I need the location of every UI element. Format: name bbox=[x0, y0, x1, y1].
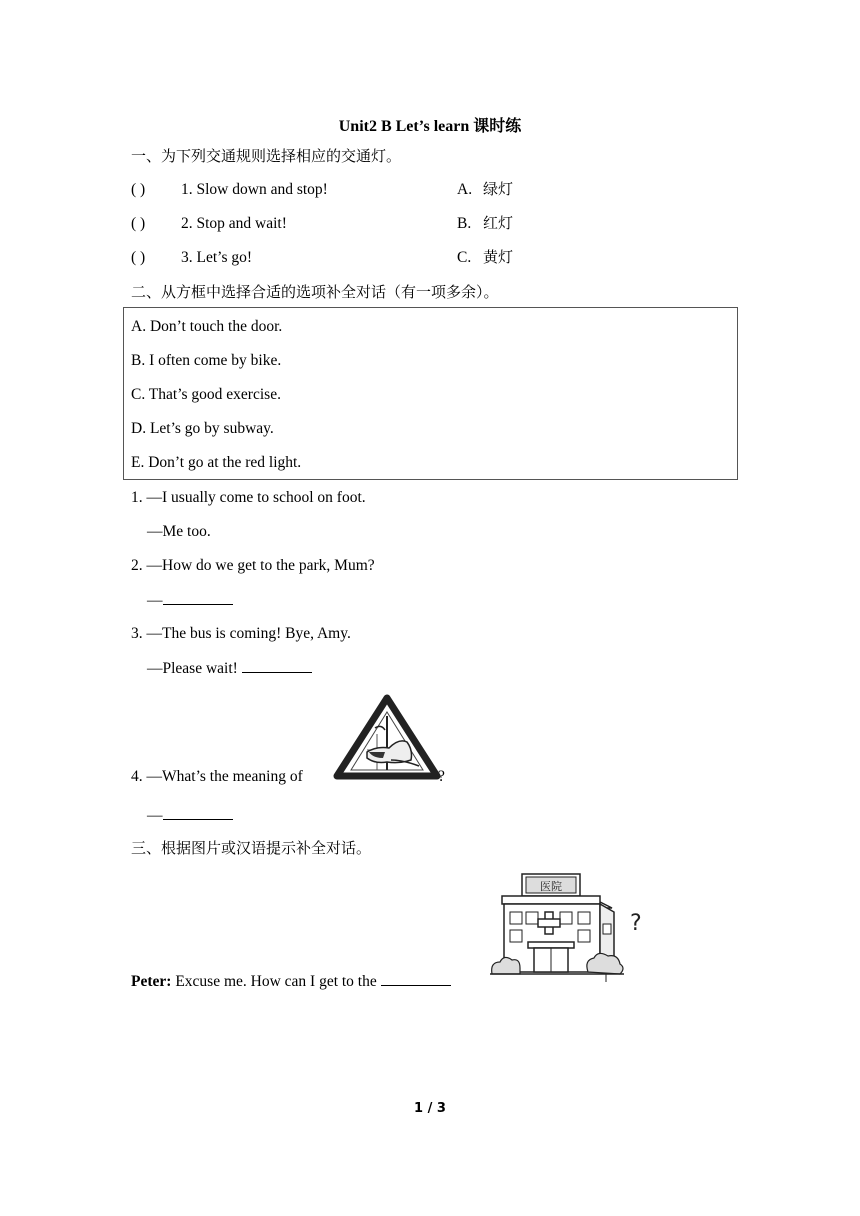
dialogue-3-answer-text: —Please wait! bbox=[147, 660, 242, 677]
section1-heading: 一、为下列交通规则选择相应的交通灯。 bbox=[131, 147, 402, 165]
dialogue-4-question-mark: ? bbox=[438, 768, 445, 785]
option-text: 红灯 bbox=[483, 214, 514, 232]
box-option-b: B. I often come by bike. bbox=[131, 352, 282, 369]
dialogue-4-answer bbox=[147, 805, 233, 826]
option-letter: C. bbox=[457, 249, 472, 266]
option-letter: A. bbox=[457, 181, 473, 198]
answer-blank[interactable] bbox=[242, 658, 312, 673]
box-option-a: A. Don’t touch the door. bbox=[131, 318, 283, 335]
box-option-c: C. That’s good exercise. bbox=[131, 386, 281, 403]
section3-heading: 三、根据图片或汉语提示补全对话。 bbox=[131, 839, 372, 857]
page-number: 1 / 3 bbox=[414, 1101, 446, 1116]
dialogue-4-question: 4. —What’s the meaning of bbox=[131, 768, 303, 785]
no-touch-door-sign-icon bbox=[333, 694, 441, 780]
hospital-sign-text: 医院 bbox=[540, 880, 562, 893]
dialogue-3-answer bbox=[147, 658, 312, 679]
option-text: 黄灯 bbox=[483, 248, 514, 266]
answer-blank[interactable] bbox=[163, 805, 233, 820]
peter-line-text: Excuse me. How can I get to the bbox=[171, 973, 381, 990]
option-letter: B. bbox=[457, 215, 472, 232]
dialogue-3-question: 3. —The bus is coming! Bye, Amy. bbox=[131, 625, 351, 642]
answer-bracket: ( ) bbox=[131, 249, 146, 266]
peter-dialogue-line bbox=[131, 971, 451, 992]
svg-text:?: ? bbox=[630, 911, 642, 936]
dialogue-2-answer bbox=[147, 590, 233, 611]
options-box bbox=[123, 307, 738, 480]
dialogue-1-answer: —Me too. bbox=[147, 523, 211, 540]
rule-text: 2. Stop and wait! bbox=[181, 215, 287, 232]
box-option-d: D. Let’s go by subway. bbox=[131, 420, 274, 437]
rule-text: 3. Let’s go! bbox=[181, 249, 253, 266]
rule-text: 1. Slow down and stop! bbox=[181, 181, 328, 198]
dialogue-1-question: 1. —I usually come to school on foot. bbox=[131, 489, 366, 506]
answer-blank[interactable] bbox=[381, 971, 451, 986]
box-option-e: E. Don’t go at the red light. bbox=[131, 454, 302, 471]
answer-bracket: ( ) bbox=[131, 215, 146, 232]
option-text: 绿灯 bbox=[483, 180, 514, 198]
section2-heading: 二、从方框中选择合适的选项补全对话（有一项多余）。 bbox=[131, 283, 499, 301]
speaker-name: Peter: bbox=[131, 973, 172, 990]
dash: — bbox=[147, 592, 163, 609]
dialogue-2-question: 2. —How do we get to the park, Mum? bbox=[131, 557, 375, 574]
answer-blank[interactable] bbox=[163, 590, 233, 605]
hospital-building-icon bbox=[488, 868, 648, 986]
dash: — bbox=[147, 807, 163, 824]
worksheet-title: Unit2 B Let’s learn 课时练 bbox=[338, 118, 522, 135]
answer-bracket: ( ) bbox=[131, 181, 146, 198]
